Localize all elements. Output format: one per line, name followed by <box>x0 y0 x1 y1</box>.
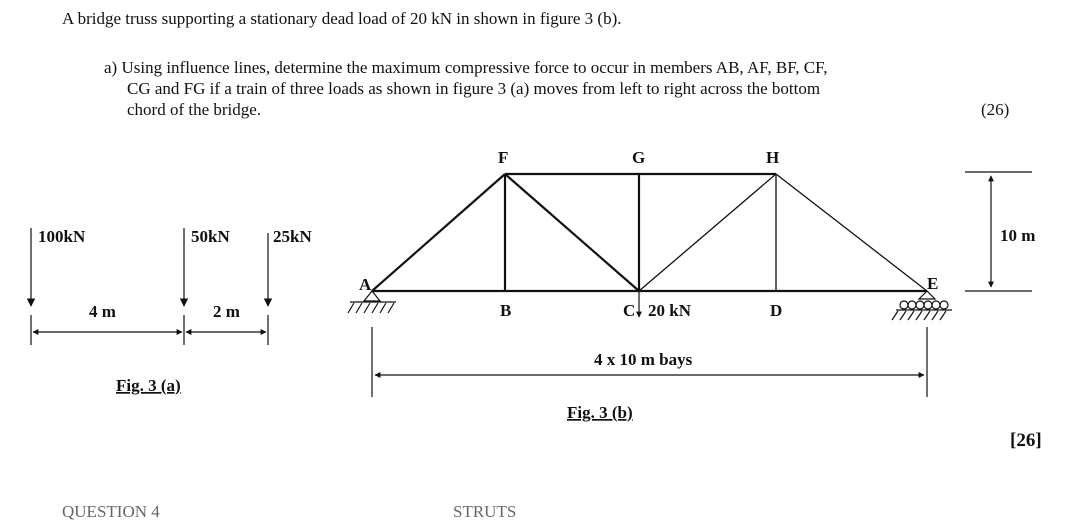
fig-b-caption: Fig. 3 (b) <box>567 403 633 422</box>
pin-support-a <box>348 291 396 313</box>
node-label-d: D <box>770 301 783 320</box>
roller-support-e <box>892 291 952 320</box>
node-label-g: G <box>632 148 646 167</box>
question-a-line-3: chord of the bridge. <box>127 100 262 119</box>
load-label-25kn: 25kN <box>273 227 312 246</box>
member-eh <box>776 174 927 291</box>
spacing-label-2m: 2 m <box>213 302 240 321</box>
fig-a-caption: Fig. 3 (a) <box>116 376 181 395</box>
load-label-50kn: 50kN <box>191 227 230 246</box>
intro-text: A bridge truss supporting a stationary dead load of 20 kN in shown in figure 3 (b). <box>62 9 622 28</box>
footer-question-label: QUESTION 4 <box>62 502 160 521</box>
total-marks: [26] <box>1010 430 1042 451</box>
spacing-label-4m: 4 m <box>89 302 116 321</box>
footer-topic-label: STRUTS <box>453 502 517 521</box>
node-label-h: H <box>766 148 780 167</box>
span-label: 4 x 10 m bays <box>594 350 693 369</box>
question-a-marks: (26) <box>981 100 1010 119</box>
member-af <box>372 174 505 291</box>
node-label-c: C <box>623 301 636 320</box>
question-a-line-1: a) Using influence lines, determine the maximum compressive force to occur in members AB, AF, BF, CF, <box>104 58 828 77</box>
node-label-a: A <box>359 275 372 294</box>
member-ch <box>639 174 776 291</box>
question-a-line-2: CG and FG if a train of three loads as shown in figure 3 (a) moves from left to right across the bottom <box>127 79 821 98</box>
node-label-e: E <box>927 274 939 293</box>
truss <box>372 174 927 291</box>
node-label-b: B <box>500 301 512 320</box>
dead-load-label: 20 kN <box>648 301 691 320</box>
height-label: 10 m <box>1000 226 1036 245</box>
member-cf <box>505 174 639 291</box>
load-label-100kn: 100kN <box>38 227 86 246</box>
node-label-f: F <box>498 148 509 167</box>
